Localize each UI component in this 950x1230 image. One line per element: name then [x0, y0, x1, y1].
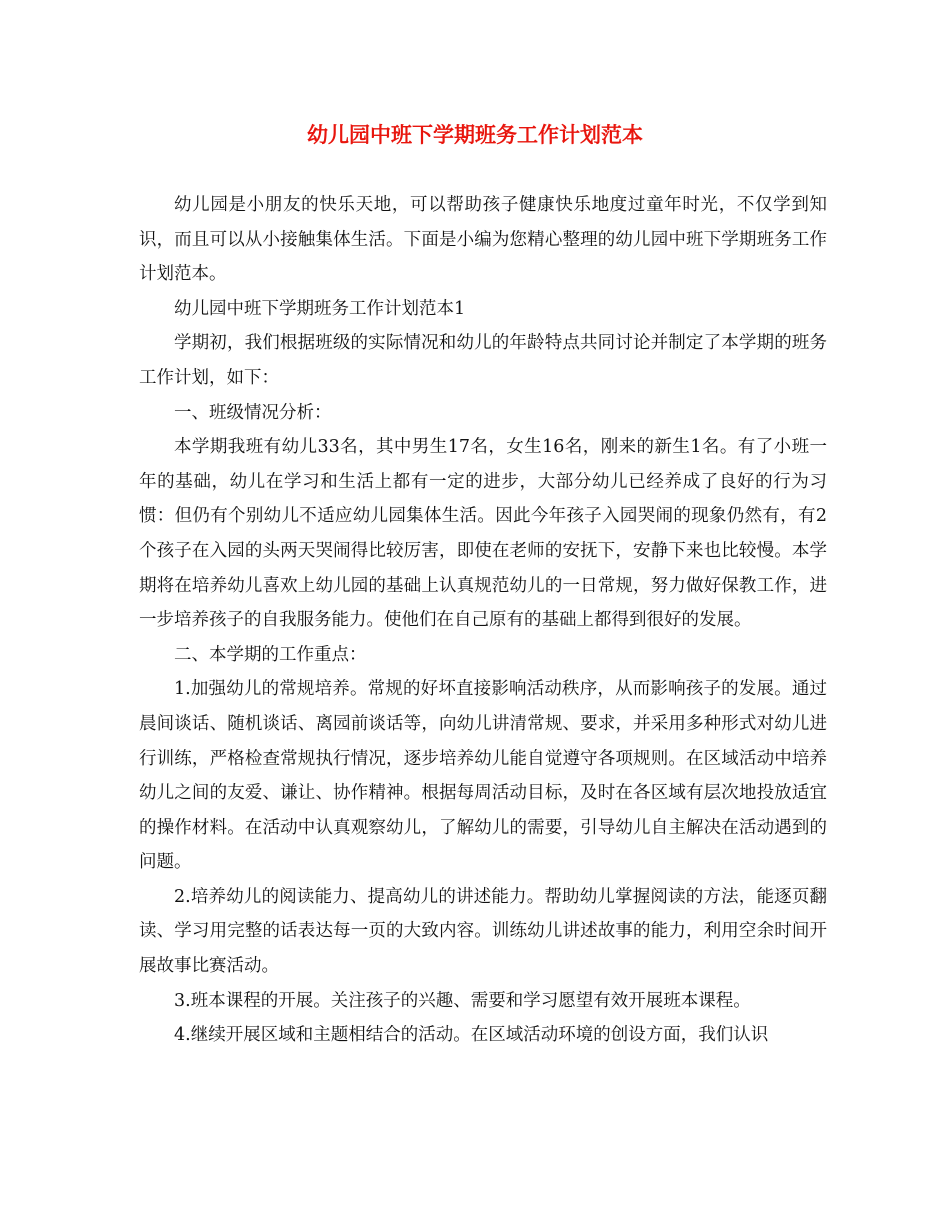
body-paragraph: 3.班本课程的开展。关注孩子的兴趣、需要和学习愿望有效开展班本课程。 — [174, 990, 751, 1011]
document-title: 幼儿园中班下学期班务工作计划范本 — [307, 122, 643, 147]
body-paragraph: 本学期我班有幼儿33名，其中男生17名，女生16名，刚来的新生1名。有了小班一年的基础，幼儿在学习和生活上都有一定的进步，大部分幼儿已经养成了良好的行为习惯：但仍有个别幼儿不适应幼儿园集体生活。因此今年孩子入园哭闹的现象仍然有，有2个孩子在入园的头两天哭闹得比较厉害，即使在老师的安抚下，安静下来也比较慢。本学期将在培养幼儿喜欢上幼儿园的基础上认真规范幼儿的一日常规，努力做好保教工作，进一步培养孩子的自我服务能力。使他们在自己原有的基础上都得到很好的发展。 — [139, 437, 827, 631]
intro-paragraph: 幼儿园是小朋友的快乐天地，可以帮助孩子健康快乐地度过童年时光，不仅学到知识，而且可以从小接触集体生活。下面是小编为您精心整理的幼儿园中班下学期班务工作计划范本。 — [139, 195, 827, 285]
body-paragraph: 2.培养幼儿的阅读能力、提高幼儿的讲述能力。帮助幼儿掌握阅读的方法，能逐页翻读、学习用完整的话表达每一页的大致内容。训练幼儿讲述故事的能力，利用空余时间开展故事比赛活动。 — [139, 886, 827, 977]
body-paragraph: 学期初，我们根据班级的实际情况和幼儿的年龄特点共同讨论并制定了本学期的班务工作计划，如下： — [139, 333, 827, 388]
section-heading: 一、班级情况分析： — [174, 402, 332, 423]
section-heading: 幼儿园中班下学期班务工作计划范本1 — [174, 298, 466, 319]
document-body — [139, 188, 827, 1053]
section-heading: 二、本学期的工作重点： — [174, 644, 367, 665]
body-paragraph: 1.加强幼儿的常规培养。常规的好坏直接影响活动秩序，从而影响孩子的发展。通过晨间谈话、随机谈话、离园前谈话等，向幼儿讲清常规、要求，并采用多种形式对幼儿进行训练，严格检查常规执行情况，逐步培养幼儿能自觉遵守各项规则。在区域活动中培养幼儿之间的友爱、谦让、协作精神。根据每周活动目标，及时在各区域有层次地投放适宜的操作材料。在活动中认真观察幼儿，了解幼儿的需要，引导幼儿自主解决在活动遇到的问题。 — [139, 679, 827, 873]
body-paragraph: 4.继续开展区域和主题相结合的活动。在区域活动环境的创设方面，我们认识 — [174, 1025, 769, 1046]
